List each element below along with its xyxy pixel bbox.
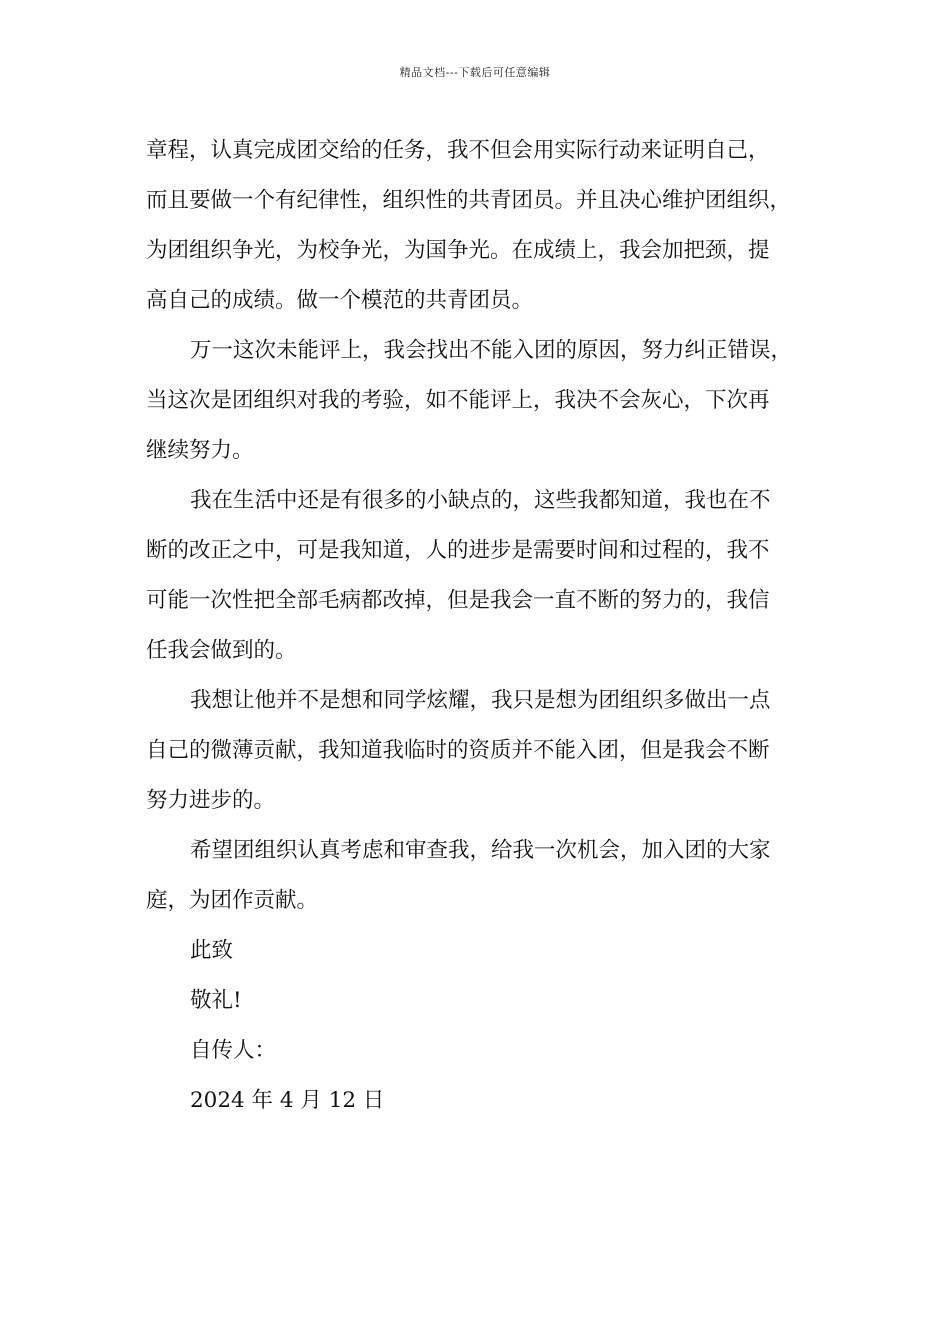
- text-line: 为团组织争光，为校争光，为国争光。在成绩上，我会加把颈，提: [146, 238, 770, 263]
- text-line: 任我会做到的。: [146, 638, 297, 663]
- text-line: 自己的微薄贡献，我知道我临时的资质并不能入团，但是我会不断: [146, 738, 770, 763]
- text-line: 继续努力。: [146, 438, 254, 463]
- author-signature-label: 自传人：: [190, 1038, 277, 1063]
- text-line: 可能一次性把全部毛病都改掉，但是我会一直不断的努力的，我信: [146, 588, 770, 613]
- text-line: 高自己的成绩。做一个模范的共青团员。: [146, 288, 534, 313]
- page-header: 精品文档---下载后可任意编辑: [399, 66, 551, 79]
- paragraph-start-line: 我想让他并不是想和同学炫耀，我只是想为团组织多做出一点: [190, 688, 771, 713]
- text-line: 章程，认真完成团交给的任务，我不但会用实际行动来证明自己，: [146, 138, 770, 163]
- text-line: 庭，为团作贡献。: [146, 888, 319, 913]
- text-line: 当这次是团组织对我的考验，如不能评上，我决不会灰心，下次再: [146, 388, 770, 413]
- closing-salutation: 此致: [190, 938, 234, 963]
- document-body: [146, 126, 810, 1126]
- paragraph-start-line: 万一这次未能评上，我会找出不能入团的原因，努力纠正错误，: [190, 338, 793, 363]
- text-line: 努力进步的。: [146, 788, 276, 813]
- closing-regards: 敬礼!: [190, 988, 242, 1013]
- paragraph-start-line: 希望团组织认真考虑和审查我，给我一次机会，加入团的大家: [190, 838, 771, 863]
- text-line: 而且要做一个有纪律性，组织性的共青团员。并且决心维护团组织，: [146, 188, 792, 213]
- paragraph-start-line: 我在生活中还是有很多的小缺点的，这些我都知道，我也在不: [190, 488, 771, 513]
- text-line: 断的改正之中，可是我知道，人的进步是需要时间和过程的，我不: [146, 538, 770, 563]
- document-date: 2024 年 4 月 12 日: [190, 1088, 385, 1113]
